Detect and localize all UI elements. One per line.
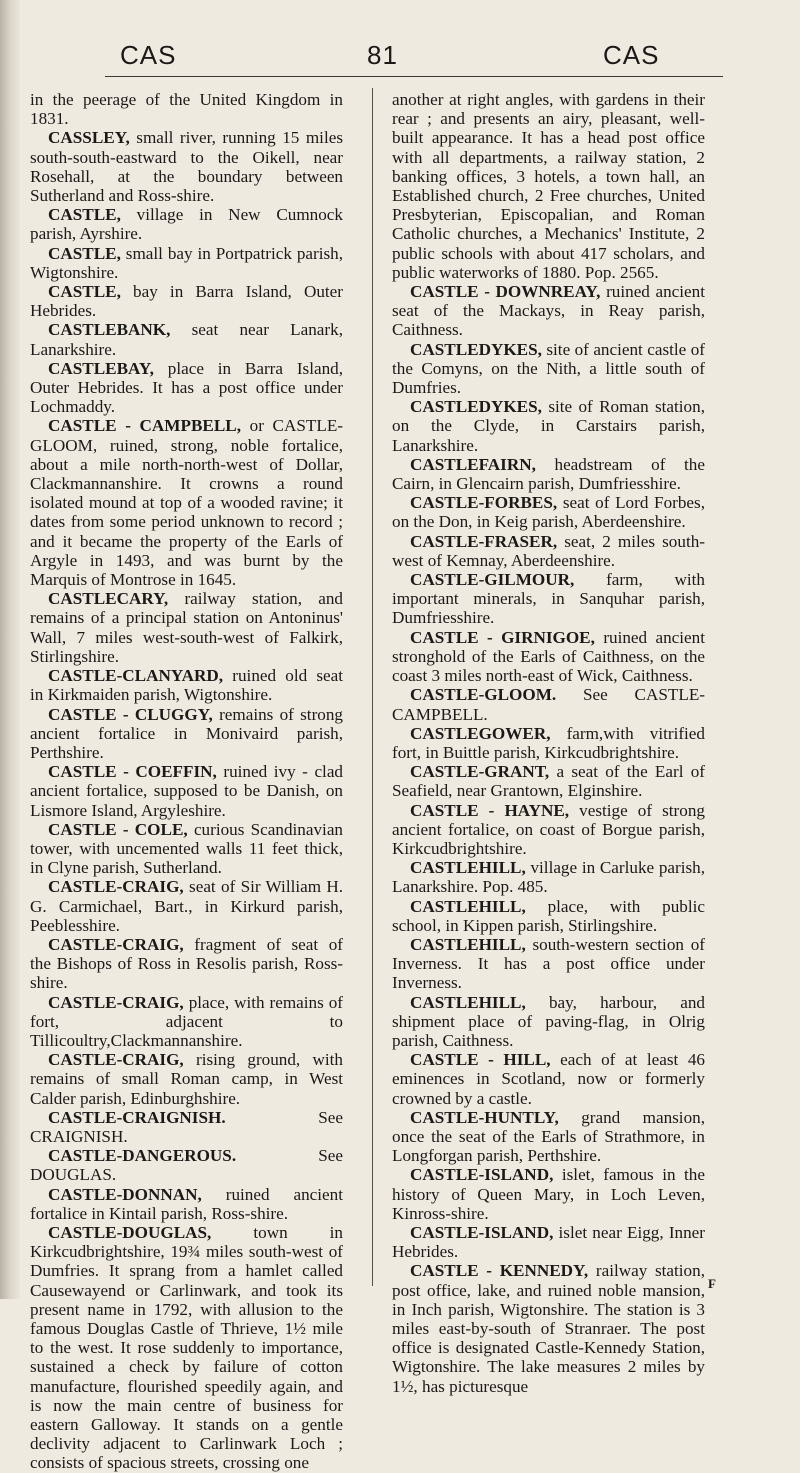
gazetteer-entry (392, 397, 705, 455)
entry-text: ruined ancient fortalice in Kintail parish, Ross-shire. (30, 1184, 343, 1223)
gazetteer-entry (392, 570, 705, 628)
gazetteer-entry (392, 532, 705, 570)
entry-text: islet near Eigg, Inner Hebrides. (392, 1222, 705, 1262)
entry-text: headstream of the Cairn, in Glencairn parish, Dumfriesshire. (392, 454, 705, 494)
entry-text: grand mansion, once the seat of the Earls of Strathmore, in Longforgan parish, Perthshire. (392, 1107, 705, 1166)
gazetteer-page (30, 0, 792, 1473)
gazetteer-entry (30, 1223, 343, 1473)
entry-text: site of ancient castle of the Comyns, on the Nith, a little south of Dumfries. (392, 339, 705, 398)
entry-headword: CASTLE, (48, 243, 121, 263)
entry-text: bay, harbour, and shipment place of paving-flag, in Olrig parish, Caithness. (392, 992, 705, 1050)
gazetteer-entry (30, 1146, 343, 1184)
gazetteer-entry (30, 705, 343, 763)
gazetteer-entry (392, 935, 705, 993)
entry-headword: CASTLE - COEFFIN, (48, 762, 217, 782)
gazetteer-entry (392, 1261, 705, 1395)
entry-headword: CASTLEHILL, (410, 992, 526, 1012)
gazetteer-entry (30, 320, 343, 358)
entry-headword: CASTLE-CRAIG, (48, 1050, 184, 1070)
entry-text: small river, running 15 miles south-south-eastward to the Oikell, near Rosehall, at the boundary between Sutherland and Ross-shire. (30, 128, 343, 206)
page-number: 81 (367, 40, 398, 70)
entry-headword: CASTLE - GIRNIGOE, (410, 627, 595, 647)
entry-headword: CASTLE-DONNAN, (48, 1184, 202, 1204)
entry-text: railway station, and remains of a principal station on Antoninus' Wall, 7 miles west-south-west of Falkirk, Stirlingshire. (30, 589, 343, 666)
entry-text: a seat of the Earl of Seafield, near Grantown, Elginshire. (392, 762, 705, 801)
entry-headword: CASTLE, (48, 282, 121, 302)
entry-text: or CASTLE-GLOOM, ruined, strong, noble fortalice, about a mile north-north-west of Dollar, Clackmannanshire. It crowns a round isolated mound at top of a wooded ravine; it dates from some period unknown to record ; and it became the property of the Earls of Argyle in 1493, and was burnt by the Marquis of Montrose in 1645. (30, 416, 343, 590)
header-rule (105, 76, 723, 77)
entry-headword: CASTLE-CRAIG, (48, 992, 184, 1012)
entry-headword: CASTLE-GILMOUR, (410, 570, 575, 590)
entry-text: seat of Sir William H. G. Carmichael, Bart., in Kirkurd parish, Peeblesshire. (30, 877, 344, 935)
entry-text: village in Carluke parish, Lanarkshire. Pop. 485. (392, 858, 705, 897)
entry-text: each of at least 46 eminences in Scotland, now or formerly crowned by a castle. (392, 1050, 705, 1108)
entry-headword: CASTLEHILL, (410, 934, 526, 954)
entry-text: bay in Barra Island, Outer Hebrides. (30, 282, 343, 321)
gazetteer-entry (30, 359, 343, 417)
entry-text: curious Scandinavian tower, with uncemented walls 11 feet thick, in Clyne parish, Sutherland. (30, 819, 343, 878)
entry-headword: CASTLE - DOWNREAY, (410, 282, 601, 302)
entry-headword: CASTLE - KENNEDY, (410, 1261, 589, 1281)
entry-text: ruined old seat in Kirkmaiden parish, Wigtonshire. (30, 666, 343, 705)
entry-text: site of Roman station, on the Clyde, in Carstairs parish, Lanarkshire. (392, 397, 705, 455)
gazetteer-entry (392, 1050, 705, 1108)
entry-text: fragment of seat of the Bishops of Ross in Resolis parish, Ross-shire. (30, 934, 343, 993)
right-column (392, 90, 705, 1396)
gazetteer-entry (392, 762, 705, 800)
entry-headword: CASTLE-DANGEROUS. (48, 1146, 237, 1166)
entry-headword: CASTLE - HILL, (410, 1050, 551, 1070)
gazetteer-entry (392, 897, 705, 935)
entry-headword: CASTLEDYKES, (410, 339, 542, 359)
entry-headword: CASTLE-GLOOM. (410, 685, 557, 705)
gazetteer-entry (392, 628, 705, 686)
entry-text: farm, with important minerals, in Sanquhar parish, Dumfriesshire. (392, 570, 705, 628)
book-spine-shadow (0, 0, 20, 1299)
gazetteer-entry (30, 666, 343, 704)
gazetteer-entry (392, 1223, 705, 1261)
entry-headword: CASTLE - CLUGGY, (48, 704, 213, 724)
gazetteer-entry (30, 1185, 343, 1223)
entry-headword: CASTLE-CRAIGNISH. (48, 1107, 226, 1127)
entry-text: ruined ivy - clad ancient fortalice, supposed to be Danish, on Lismore Island, Argyleshire. (30, 762, 343, 820)
entry-text: See CRAIGNISH. (30, 1107, 343, 1146)
gazetteer-entry (30, 416, 343, 589)
running-head (30, 40, 792, 80)
entry-headword: CASTLE - HAYNE, (410, 800, 570, 820)
gazetteer-entry (30, 993, 343, 1051)
running-head-right: CAS (603, 40, 660, 70)
entry-headword: CASTLE-ISLAND, (410, 1222, 554, 1242)
signature-mark: F (708, 1276, 716, 1291)
gazetteer-entry (30, 877, 343, 935)
entry-headword: CASTLEDYKES, (410, 397, 542, 417)
gazetteer-entry (30, 205, 343, 243)
gazetteer-entry (30, 244, 343, 282)
entry-text: village in New Cumnock parish, Ayrshire. (30, 205, 343, 244)
entry-headword: CASTLE-GRANT, (410, 762, 550, 782)
entry-text: farm,with vitrified fort, in Buittle parish, Kirkcudbrightshire. (392, 723, 705, 762)
gazetteer-entry (30, 282, 343, 320)
entry-headword: CASTLE-DOUGLAS, (48, 1222, 212, 1242)
gazetteer-entry (30, 589, 343, 666)
entry-headword: CASTLE, (48, 205, 121, 225)
column-divider (372, 88, 373, 1286)
entry-text: seat of Lord Forbes, on the Don, in Keig parish, Aberdeenshire. (392, 493, 705, 532)
gazetteer-entry (392, 1165, 705, 1223)
entry-headword: CASTLEHILL, (410, 896, 526, 916)
entry-text: ruined ancient stronghold of the Earls of Caithness, on the coast 3 miles north-east of Wick, Caithness. (392, 627, 705, 686)
entry-text: railway station, post office, lake, and ruined noble mansion, in Inch parish, Wigtonshire. The station is 3 miles east-by-south of Stranraer. The post office is designated Castle-Kennedy Station, Wigtonshire. The lake measures 2 miles by 1½, has picturesque (392, 1261, 705, 1396)
gazetteer-entry (30, 1050, 343, 1108)
gazetteer-entry (30, 935, 343, 993)
gazetteer-entry (392, 455, 705, 493)
entry-text: See CASTLE-CAMPBELL. (392, 685, 705, 724)
entry-headword: CASTLE-HUNTLY, (410, 1107, 559, 1127)
entry-text: small bay in Portpatrick parish, Wigtonshire. (30, 243, 343, 282)
entry-text: south-western section of Inverness. It has a post office under Inverness. (392, 934, 705, 993)
entry-text: See DOUGLAS. (30, 1146, 343, 1185)
entry-text: town in Kirkcudbrightshire, 19¾ miles south-west of Dumfries. It sprang from a hamlet called Causewayend or Carlinwark, and took its present name in 1792, with allusion to the famous Douglas Castle of Thrieve, 1½ mile to the west. It rose suddenly to importance, sustained a check by failure of cotton manufacture, flourished speedily again, and is now the main centre of business for eastern Galloway. It stands on a gentle declivity adjacent to Carlinwark Loch ; consists of spacious streets, crossing one (30, 1222, 343, 1473)
gazetteer-entry (30, 820, 343, 878)
gazetteer-entry (30, 1108, 343, 1146)
gazetteer-entry (392, 1108, 705, 1166)
entry-headword: CASTLE - COLE, (48, 819, 188, 839)
gazetteer-entry (392, 993, 705, 1051)
entry-text: place in Barra Island, Outer Hebrides. It has a post office under Lochmaddy. (30, 358, 343, 417)
entry-headword: CASTLEGOWER, (410, 723, 551, 743)
entry-text: place, with remains of fort, adjacent to Tillicoultry,Clackmannanshire. (30, 992, 343, 1050)
entry-headword: CASTLE-FRASER, (410, 531, 558, 551)
gazetteer-entry (392, 724, 705, 762)
entry-headword: CASTLEBAY, (48, 358, 154, 378)
gazetteer-entry (392, 90, 705, 282)
entry-headword: CASTLEBANK, (48, 320, 171, 340)
gazetteer-entry (392, 801, 705, 859)
gazetteer-entry (392, 858, 705, 896)
entry-text: seat, 2 miles south-west of Kemnay, Aberdeenshire. (392, 531, 705, 570)
entry-headword: CASTLE-FORBES, (410, 493, 558, 513)
entry-text: remains of strong ancient fortalice in Monivaird parish, Perthshire. (30, 704, 343, 762)
entry-text: ruined ancient seat of the Mackays, in Reay parish, Caithness. (392, 282, 705, 340)
running-head-left: CAS (120, 40, 177, 70)
gazetteer-entry (30, 90, 343, 128)
entry-headword: CASTLEHILL, (410, 858, 526, 878)
entry-headword: CASSLEY, (48, 128, 130, 148)
entry-text: islet, famous in the history of Queen Mary, in Loch Leven, Kinross-shire. (392, 1165, 705, 1223)
entry-headword: CASTLE-CLANYARD, (48, 666, 224, 686)
gazetteer-entry (30, 762, 343, 820)
entry-headword: CASTLECARY, (48, 589, 169, 609)
entry-text: place, with public school, in Kippen parish, Stirlingshire. (392, 896, 705, 935)
entry-text: in the peerage of the United Kingdom in 1831. (30, 90, 343, 129)
entry-text: rising ground, with remains of small Roman camp, in West Calder parish, Edinburghshire. (30, 1050, 343, 1108)
gazetteer-entry (392, 340, 705, 398)
entry-text: seat near Lanark, Lanarkshire. (30, 320, 343, 359)
entry-text: another at right angles, with gardens in their rear ; and presents an airy, pleasant, well-built appearance. It has a head post office with all departments, a railway station, 2 banking offices, 3 hotels, a town hall, an Established church, 2 Free churches, United Presbyterian, Episcopalian, and Roman Catholic churches, a Mechanics' Institute, 2 public schools with about 417 scholars, and public waterworks of 1880. Pop. 2565. (392, 90, 705, 282)
gazetteer-entry (392, 493, 705, 531)
entry-headword: CASTLE-CRAIG, (48, 934, 184, 954)
entry-headword: CASTLE-ISLAND, (410, 1165, 554, 1185)
entry-headword: CASTLE-CRAIG, (48, 877, 184, 897)
entry-text: vestige of strong ancient fortalice, on coast of Borgue parish, Kirkcudbrightshire. (392, 800, 705, 858)
gazetteer-entry (392, 685, 705, 723)
gazetteer-entry (30, 128, 343, 205)
gazetteer-entry (392, 282, 705, 340)
entry-headword: CASTLE - CAMPBELL, (48, 416, 241, 436)
left-column (30, 90, 343, 1473)
entry-headword: CASTLEFAIRN, (410, 454, 536, 474)
